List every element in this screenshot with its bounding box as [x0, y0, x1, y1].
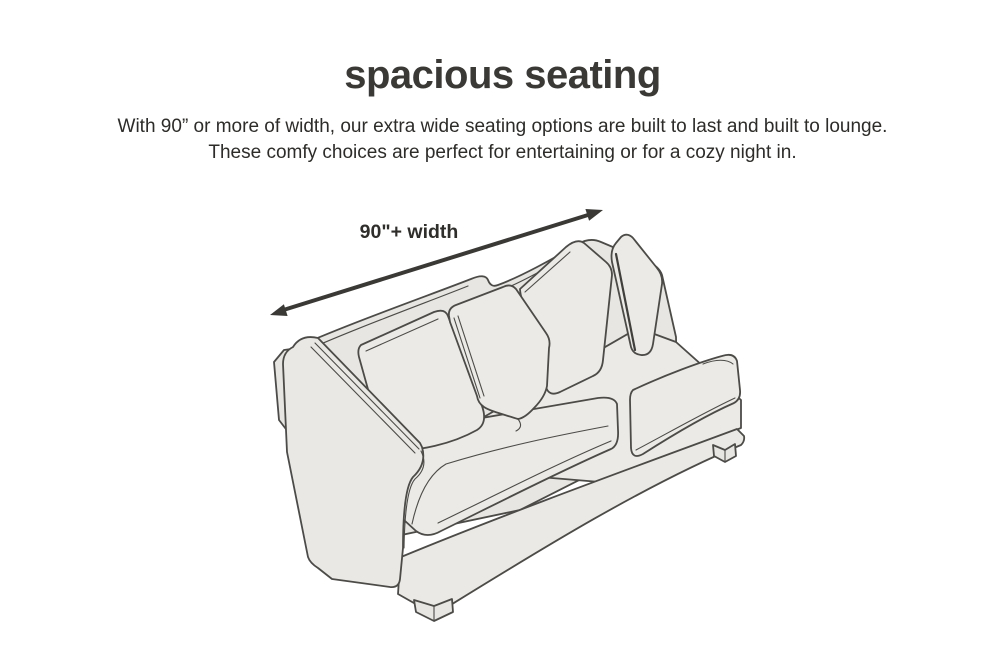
description-line-1: With 90” or more of width, our extra wide seating options are built to last and built to lounge. [117, 116, 888, 137]
arrowhead-right [585, 209, 603, 221]
arrowhead-left [270, 304, 288, 316]
page-title: spacious seating [344, 53, 661, 97]
dimension-label: 90"+ width [359, 221, 459, 243]
description-line-2: These comfy choices are perfect for entertaining or for a cozy night in. [208, 142, 797, 163]
